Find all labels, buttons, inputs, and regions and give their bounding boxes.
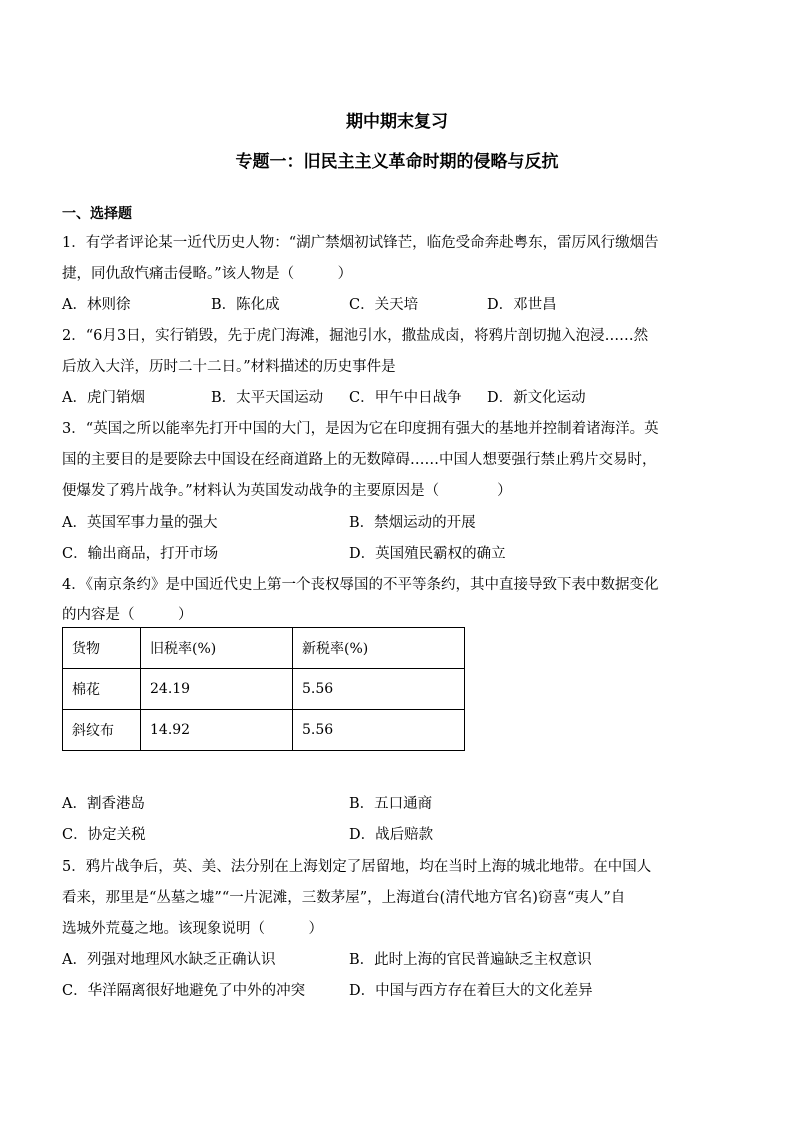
q5-option-b: B．此时上海的官民普遍缺乏主权意识 <box>349 952 592 968</box>
q3-option-c: C．输出商品，打开市场 <box>62 546 219 562</box>
table-header-cell: 旧税率(%) <box>141 628 293 669</box>
table-row <box>63 669 465 710</box>
q4-option-a: A．割香港岛 <box>62 796 145 812</box>
q1-option-a: A．林则徐 <box>62 297 131 313</box>
question-3-line-3: 便爆发了鸦片战争。”材料认为英国发动战争的主要原因是（ ） <box>62 483 512 499</box>
q2-option-b: B．太平天国运动 <box>211 390 324 406</box>
table-header-cell: 新税率(%) <box>293 628 465 669</box>
question-3-line-2: 国的主要目的是要除去中国设在经商道路上的无数障碍……中国人想要强行禁止鸦片交易时， <box>62 452 657 468</box>
question-4-line-2: 的内容是（ ） <box>62 607 193 623</box>
question-5-line-1: 5．鸦片战争后，英、美、法分别在上海划定了居留地，均在当时上海的城北地带。在中国人 <box>62 859 652 875</box>
question-4-line-1: 4．《南京条约》是中国近代史上第一个丧权辱国的不平等条约，其中直接导致下表中数据变化 <box>62 577 659 593</box>
q2-option-a: A．虎门销烟 <box>62 390 145 406</box>
question-1-line-1: 1．有学者评论某一近代历史人物：“湖广禁烟初试锋芒，临危受命奔赴粤东，雷厉风行缴烟告 <box>62 235 659 251</box>
question-5-line-2: 看来，那里是“丛墓之墟”“一片泥滩，三数茅屋”，上海道台(清代地方官名)窃喜“夷人”自 <box>62 890 626 906</box>
tariff-table <box>62 627 465 751</box>
q3-option-b: B．禁烟运动的开展 <box>349 515 476 531</box>
table-cell: 24.19 <box>141 669 293 710</box>
q1-option-d: D．邓世昌 <box>487 297 557 313</box>
page-subtitle: 专题一：旧民主主义革命时期的侵略与反抗 <box>235 152 559 172</box>
q1-option-c: C．关天培 <box>349 297 419 313</box>
table-row <box>63 710 465 751</box>
q2-option-d: D．新文化运动 <box>487 390 586 406</box>
table-cell: 14.92 <box>141 710 293 751</box>
question-3-line-1: 3．“英国之所以能率先打开中国的大门，是因为它在印度拥有强大的基地并控制着诸海洋。英 <box>62 421 659 437</box>
q4-option-d: D．战后赔款 <box>349 827 434 843</box>
q5-option-d: D．中国与西方存在着巨大的文化差异 <box>349 983 593 999</box>
table-header-row <box>63 628 465 669</box>
q4-option-b: B．五口通商 <box>349 796 433 812</box>
q5-option-a: A．列强对地理风水缺乏正确认识 <box>62 952 276 968</box>
table-header-cell: 货物 <box>63 628 141 669</box>
page-title: 期中期末复习 <box>346 112 448 132</box>
q3-option-d: D．英国殖民霸权的确立 <box>349 546 506 562</box>
section-heading: 一、选择题 <box>62 206 132 222</box>
table-cell: 5.56 <box>293 710 465 751</box>
q1-option-b: B．陈化成 <box>211 297 280 313</box>
q5-option-c: C．华洋隔离很好地避免了中外的冲突 <box>62 983 306 999</box>
q3-option-a: A．英国军事力量的强大 <box>62 515 218 531</box>
table-cell: 棉花 <box>63 669 141 710</box>
q2-option-c: C．甲午中日战争 <box>349 390 462 406</box>
table-cell: 斜纹布 <box>63 710 141 751</box>
question-5-line-3: 选城外荒蔓之地。该现象说明（ ） <box>62 921 323 937</box>
question-2-line-2: 后放入大洋，历时二十二日。”材料描述的历史事件是 <box>62 359 396 375</box>
question-2-line-1: 2．“6月3日，实行销毁，先于虎门海滩，掘池引水，撒盐成卤，将鸦片剖切抛入泡浸……然 <box>62 328 649 344</box>
q4-option-c: C．协定关税 <box>62 827 146 843</box>
question-1-line-2: 捷，同仇敌忾痛击侵略。”该人物是（ ） <box>62 266 353 282</box>
table-cell: 5.56 <box>293 669 465 710</box>
